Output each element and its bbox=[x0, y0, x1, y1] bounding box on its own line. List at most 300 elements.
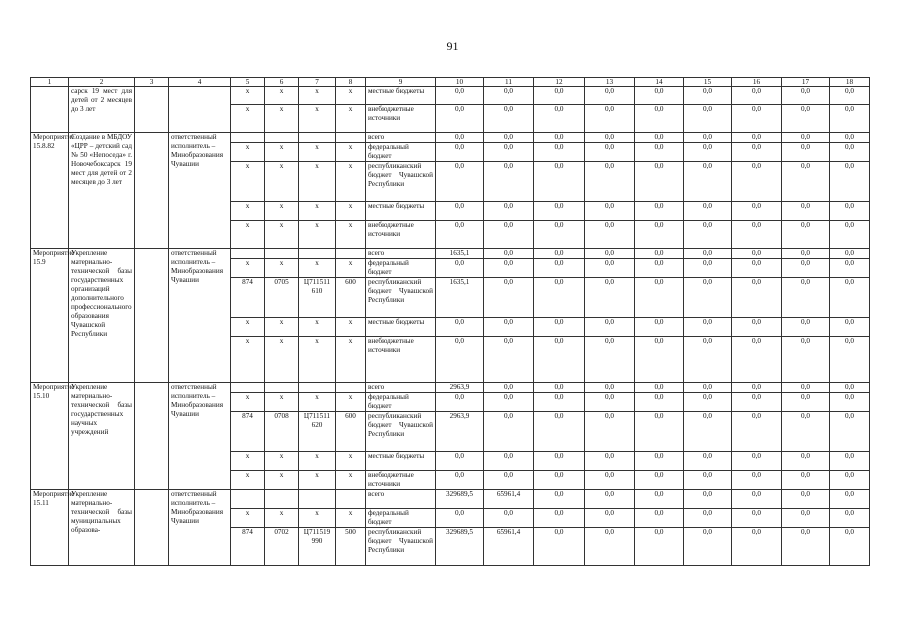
funding-source-cell: всего bbox=[366, 133, 436, 143]
value-cell-col12: 0,0 bbox=[534, 278, 585, 318]
funding-source-cell: республиканский бюджет Чувашской Республики bbox=[366, 412, 436, 452]
target-article-cell: x bbox=[299, 202, 336, 221]
value-cell-col14: 0,0 bbox=[635, 87, 684, 105]
grbs-code-cell: 874 bbox=[231, 278, 265, 318]
value-cell-col16: 0,0 bbox=[732, 278, 782, 318]
measure-id-cell: Мероприятие 15.10 bbox=[31, 383, 69, 490]
value-cell-col11: 0,0 bbox=[484, 471, 534, 490]
value-cell-col14: 0,0 bbox=[635, 528, 684, 566]
value-cell-col15: 0,0 bbox=[684, 259, 732, 278]
section-code-cell bbox=[265, 133, 299, 143]
grbs-code-cell: 874 bbox=[231, 412, 265, 452]
value-cell-col17: 0,0 bbox=[782, 318, 830, 337]
value-cell-col13: 0,0 bbox=[585, 87, 635, 105]
grbs-code-cell bbox=[231, 249, 265, 259]
value-cell-col16: 0,0 bbox=[732, 87, 782, 105]
expense-type-cell: 600 bbox=[336, 412, 366, 452]
value-cell-col13: 0,0 bbox=[585, 162, 635, 202]
header-cell-9: 9 bbox=[366, 78, 436, 87]
value-cell-col10: 0,0 bbox=[436, 105, 484, 133]
value-cell-col13: 0,0 bbox=[585, 509, 635, 528]
section-code-cell: 0708 bbox=[265, 412, 299, 452]
measure-id-cell: Мероприятие 15.11 bbox=[31, 490, 69, 566]
value-cell-col17: 0,0 bbox=[782, 383, 830, 393]
value-cell-col10: 329689,5 bbox=[436, 490, 484, 509]
section-code-cell: x bbox=[265, 259, 299, 278]
value-cell-col16: 0,0 bbox=[732, 105, 782, 133]
expense-type-cell bbox=[336, 383, 366, 393]
section-code-cell bbox=[265, 249, 299, 259]
value-cell-col13: 0,0 bbox=[585, 412, 635, 452]
value-cell-col15: 0,0 bbox=[684, 318, 732, 337]
value-cell-col12: 0,0 bbox=[534, 143, 585, 162]
expense-type-cell: 600 bbox=[336, 278, 366, 318]
value-cell-col14: 0,0 bbox=[635, 133, 684, 143]
grbs-code-cell: x bbox=[231, 143, 265, 162]
measure-id-cell: Мероприятие 15.9 bbox=[31, 249, 69, 383]
value-cell-col17: 0,0 bbox=[782, 393, 830, 412]
expense-type-cell: x bbox=[336, 221, 366, 249]
funding-source-cell: всего bbox=[366, 249, 436, 259]
value-cell-col18: 0,0 bbox=[830, 318, 870, 337]
value-cell-col10: 1635,1 bbox=[436, 249, 484, 259]
section-code-cell: 0702 bbox=[265, 528, 299, 566]
value-cell-col17: 0,0 bbox=[782, 471, 830, 490]
value-cell-col11: 0,0 bbox=[484, 278, 534, 318]
value-cell-col15: 0,0 bbox=[684, 452, 732, 471]
grbs-code-cell: x bbox=[231, 471, 265, 490]
expense-type-cell: x bbox=[336, 337, 366, 383]
funding-source-cell: республиканский бюджет Чувашской Республики bbox=[366, 162, 436, 202]
header-cell-13: 13 bbox=[585, 78, 635, 87]
value-cell-col10: 0,0 bbox=[436, 162, 484, 202]
target-article-cell bbox=[299, 490, 336, 509]
column-3-cell bbox=[135, 490, 169, 566]
value-cell-col15: 0,0 bbox=[684, 133, 732, 143]
funding-source-cell: республиканский бюджет Чувашской Республики bbox=[366, 528, 436, 566]
section-code-cell: x bbox=[265, 452, 299, 471]
value-cell-col18: 0,0 bbox=[830, 412, 870, 452]
header-row bbox=[31, 78, 870, 87]
expense-type-cell: x bbox=[336, 318, 366, 337]
funding-source-cell: местные бюджеты bbox=[366, 452, 436, 471]
value-cell-col12: 0,0 bbox=[534, 133, 585, 143]
page-number: 91 bbox=[446, 39, 459, 53]
value-cell-col18: 0,0 bbox=[830, 87, 870, 105]
header-cell-15: 15 bbox=[684, 78, 732, 87]
value-cell-col10: 1635,1 bbox=[436, 278, 484, 318]
value-cell-col17: 0,0 bbox=[782, 133, 830, 143]
value-cell-col10: 0,0 bbox=[436, 318, 484, 337]
executor-cell: ответственный исполнитель – Минобразования Чувашии bbox=[169, 490, 231, 566]
target-article-cell: x bbox=[299, 87, 336, 105]
value-cell-col12: 0,0 bbox=[534, 383, 585, 393]
target-article-cell: x bbox=[299, 337, 336, 383]
value-cell-col11: 0,0 bbox=[484, 412, 534, 452]
value-cell-col12: 0,0 bbox=[534, 249, 585, 259]
value-cell-col11: 0,0 bbox=[484, 318, 534, 337]
value-cell-col13: 0,0 bbox=[585, 259, 635, 278]
value-cell-col18: 0,0 bbox=[830, 337, 870, 383]
value-cell-col14: 0,0 bbox=[635, 143, 684, 162]
value-cell-col16: 0,0 bbox=[732, 412, 782, 452]
value-cell-col10: 329689,5 bbox=[436, 528, 484, 566]
value-cell-col13: 0,0 bbox=[585, 490, 635, 509]
value-cell-col10: 2963,9 bbox=[436, 383, 484, 393]
header-cell-17: 17 bbox=[782, 78, 830, 87]
value-cell-col16: 0,0 bbox=[732, 318, 782, 337]
expense-type-cell bbox=[336, 133, 366, 143]
funding-source-cell: всего bbox=[366, 490, 436, 509]
target-article-cell: x bbox=[299, 143, 336, 162]
value-cell-col10: 0,0 bbox=[436, 133, 484, 143]
executor-cell: ответственный исполнитель – Минобразования Чувашии bbox=[169, 383, 231, 490]
measure-name-cell: сарск 19 мест для детей от 2 месяцев до 3 лет bbox=[69, 87, 135, 133]
value-cell-col18: 0,0 bbox=[830, 202, 870, 221]
funding-source-cell: местные бюджеты bbox=[366, 318, 436, 337]
section-code-cell: x bbox=[265, 105, 299, 133]
value-cell-col12: 0,0 bbox=[534, 528, 585, 566]
target-article-cell bbox=[299, 133, 336, 143]
measure-name-cell: Укрепление материально-технической базы государственных организаций дополнительного профессионального образования Чувашской Республики bbox=[69, 249, 135, 383]
value-cell-col16: 0,0 bbox=[732, 528, 782, 566]
target-article-cell: x bbox=[299, 259, 336, 278]
funding-source-cell: федеральный бюджет bbox=[366, 143, 436, 162]
value-cell-col16: 0,0 bbox=[732, 383, 782, 393]
value-cell-col12: 0,0 bbox=[534, 337, 585, 383]
value-cell-col17: 0,0 bbox=[782, 528, 830, 566]
value-cell-col15: 0,0 bbox=[684, 528, 732, 566]
header-cell-6: 6 bbox=[265, 78, 299, 87]
value-cell-col16: 0,0 bbox=[732, 337, 782, 383]
value-cell-col11: 0,0 bbox=[484, 87, 534, 105]
value-cell-col11: 0,0 bbox=[484, 221, 534, 249]
section-code-cell: x bbox=[265, 143, 299, 162]
value-cell-col13: 0,0 bbox=[585, 383, 635, 393]
value-cell-col11: 0,0 bbox=[484, 202, 534, 221]
value-cell-col15: 0,0 bbox=[684, 412, 732, 452]
value-cell-col13: 0,0 bbox=[585, 318, 635, 337]
value-cell-col11: 0,0 bbox=[484, 105, 534, 133]
expense-type-cell: x bbox=[336, 143, 366, 162]
value-cell-col16: 0,0 bbox=[732, 490, 782, 509]
value-cell-col14: 0,0 bbox=[635, 393, 684, 412]
expense-type-cell: x bbox=[336, 202, 366, 221]
column-3-cell bbox=[135, 249, 169, 383]
value-cell-col15: 0,0 bbox=[684, 162, 732, 202]
value-cell-col13: 0,0 bbox=[585, 452, 635, 471]
value-cell-col17: 0,0 bbox=[782, 87, 830, 105]
funding-source-cell: федеральный бюджет bbox=[366, 259, 436, 278]
grbs-code-cell bbox=[231, 490, 265, 509]
executor-cell: ответственный исполнитель – Минобразования Чувашии bbox=[169, 249, 231, 383]
value-cell-col14: 0,0 bbox=[635, 221, 684, 249]
value-cell-col14: 0,0 bbox=[635, 490, 684, 509]
funding-source-cell: внебюджетные источники bbox=[366, 105, 436, 133]
value-cell-col13: 0,0 bbox=[585, 278, 635, 318]
expense-type-cell: x bbox=[336, 393, 366, 412]
header-cell-16: 16 bbox=[732, 78, 782, 87]
target-article-cell bbox=[299, 383, 336, 393]
value-cell-col17: 0,0 bbox=[782, 249, 830, 259]
funding-source-cell: всего bbox=[366, 383, 436, 393]
grbs-code-cell bbox=[231, 383, 265, 393]
value-cell-col14: 0,0 bbox=[635, 105, 684, 133]
value-cell-col18: 0,0 bbox=[830, 143, 870, 162]
value-cell-col15: 0,0 bbox=[684, 202, 732, 221]
value-cell-col17: 0,0 bbox=[782, 509, 830, 528]
grbs-code-cell: x bbox=[231, 337, 265, 383]
value-cell-col12: 0,0 bbox=[534, 259, 585, 278]
column-3-cell bbox=[135, 383, 169, 490]
value-cell-col12: 0,0 bbox=[534, 509, 585, 528]
value-cell-col10: 0,0 bbox=[436, 337, 484, 383]
value-cell-col17: 0,0 bbox=[782, 221, 830, 249]
table-row bbox=[31, 490, 870, 509]
grbs-code-cell: x bbox=[231, 202, 265, 221]
expense-type-cell: x bbox=[336, 471, 366, 490]
value-cell-col14: 0,0 bbox=[635, 259, 684, 278]
target-article-cell: x bbox=[299, 452, 336, 471]
header-cell-10: 10 bbox=[436, 78, 484, 87]
value-cell-col13: 0,0 bbox=[585, 528, 635, 566]
grbs-code-cell: x bbox=[231, 318, 265, 337]
expense-type-cell bbox=[336, 490, 366, 509]
value-cell-col18: 0,0 bbox=[830, 259, 870, 278]
value-cell-col18: 0,0 bbox=[830, 509, 870, 528]
value-cell-col14: 0,0 bbox=[635, 383, 684, 393]
value-cell-col11: 0,0 bbox=[484, 162, 534, 202]
value-cell-col11: 0,0 bbox=[484, 393, 534, 412]
measure-id-cell: Мероприятие 15.8.82 bbox=[31, 133, 69, 249]
value-cell-col11: 0,0 bbox=[484, 337, 534, 383]
section-code-cell: x bbox=[265, 162, 299, 202]
value-cell-col15: 0,0 bbox=[684, 471, 732, 490]
value-cell-col15: 0,0 bbox=[684, 490, 732, 509]
header-cell-14: 14 bbox=[635, 78, 684, 87]
funding-source-cell: федеральный бюджет bbox=[366, 393, 436, 412]
grbs-code-cell: x bbox=[231, 221, 265, 249]
value-cell-col12: 0,0 bbox=[534, 471, 585, 490]
measure-name-cell: Создание в МБДОУ «ЦРР – детский сад № 50 «Непоседа» г. Новочебоксарск 19 мест для детей от 2 месяцев до 3 лет bbox=[69, 133, 135, 249]
value-cell-col18: 0,0 bbox=[830, 452, 870, 471]
value-cell-col17: 0,0 bbox=[782, 202, 830, 221]
value-cell-col16: 0,0 bbox=[732, 509, 782, 528]
value-cell-col12: 0,0 bbox=[534, 87, 585, 105]
value-cell-col15: 0,0 bbox=[684, 105, 732, 133]
section-code-cell: x bbox=[265, 318, 299, 337]
expense-type-cell: x bbox=[336, 259, 366, 278]
expense-type-cell: x bbox=[336, 452, 366, 471]
expense-type-cell: x bbox=[336, 509, 366, 528]
value-cell-col15: 0,0 bbox=[684, 383, 732, 393]
funding-source-cell: местные бюджеты bbox=[366, 87, 436, 105]
value-cell-col13: 0,0 bbox=[585, 471, 635, 490]
expense-type-cell: 500 bbox=[336, 528, 366, 566]
value-cell-col18: 0,0 bbox=[830, 162, 870, 202]
section-code-cell bbox=[265, 490, 299, 509]
grbs-code-cell: x bbox=[231, 509, 265, 528]
value-cell-col17: 0,0 bbox=[782, 259, 830, 278]
section-code-cell: x bbox=[265, 471, 299, 490]
value-cell-col18: 0,0 bbox=[830, 278, 870, 318]
target-article-cell: x bbox=[299, 509, 336, 528]
value-cell-col11: 0,0 bbox=[484, 383, 534, 393]
value-cell-col12: 0,0 bbox=[534, 105, 585, 133]
value-cell-col16: 0,0 bbox=[732, 471, 782, 490]
value-cell-col13: 0,0 bbox=[585, 337, 635, 383]
value-cell-col15: 0,0 bbox=[684, 393, 732, 412]
value-cell-col12: 0,0 bbox=[534, 221, 585, 249]
value-cell-col13: 0,0 bbox=[585, 393, 635, 412]
value-cell-col10: 0,0 bbox=[436, 221, 484, 249]
value-cell-col16: 0,0 bbox=[732, 393, 782, 412]
value-cell-col11: 0,0 bbox=[484, 143, 534, 162]
value-cell-col14: 0,0 bbox=[635, 249, 684, 259]
value-cell-col17: 0,0 bbox=[782, 278, 830, 318]
table-row bbox=[31, 249, 870, 259]
value-cell-col12: 0,0 bbox=[534, 452, 585, 471]
value-cell-col11: 0,0 bbox=[484, 133, 534, 143]
funding-source-cell: внебюджетные источники bbox=[366, 337, 436, 383]
section-code-cell: x bbox=[265, 509, 299, 528]
grbs-code-cell: x bbox=[231, 393, 265, 412]
value-cell-col13: 0,0 bbox=[585, 133, 635, 143]
expense-type-cell: x bbox=[336, 105, 366, 133]
value-cell-col10: 0,0 bbox=[436, 259, 484, 278]
header-cell-4: 4 bbox=[169, 78, 231, 87]
expense-type-cell bbox=[336, 249, 366, 259]
value-cell-col16: 0,0 bbox=[732, 202, 782, 221]
grbs-code-cell: 874 bbox=[231, 528, 265, 566]
section-code-cell: x bbox=[265, 202, 299, 221]
target-article-cell: x bbox=[299, 393, 336, 412]
value-cell-col14: 0,0 bbox=[635, 337, 684, 383]
value-cell-col11: 0,0 bbox=[484, 452, 534, 471]
value-cell-col12: 0,0 bbox=[534, 412, 585, 452]
section-code-cell: 0705 bbox=[265, 278, 299, 318]
value-cell-col17: 0,0 bbox=[782, 412, 830, 452]
value-cell-col14: 0,0 bbox=[635, 202, 684, 221]
grbs-code-cell: x bbox=[231, 105, 265, 133]
target-article-cell: x bbox=[299, 318, 336, 337]
value-cell-col17: 0,0 bbox=[782, 490, 830, 509]
value-cell-col10: 0,0 bbox=[436, 452, 484, 471]
grbs-code-cell: x bbox=[231, 259, 265, 278]
table-row bbox=[31, 87, 870, 105]
value-cell-col16: 0,0 bbox=[732, 162, 782, 202]
value-cell-col10: 0,0 bbox=[436, 87, 484, 105]
value-cell-col14: 0,0 bbox=[635, 162, 684, 202]
value-cell-col13: 0,0 bbox=[585, 249, 635, 259]
value-cell-col15: 0,0 bbox=[684, 221, 732, 249]
value-cell-col15: 0,0 bbox=[684, 509, 732, 528]
value-cell-col12: 0,0 bbox=[534, 490, 585, 509]
header-cell-2: 2 bbox=[69, 78, 135, 87]
header-cell-12: 12 bbox=[534, 78, 585, 87]
value-cell-col17: 0,0 bbox=[782, 143, 830, 162]
value-cell-col17: 0,0 bbox=[782, 452, 830, 471]
expense-type-cell: x bbox=[336, 87, 366, 105]
value-cell-col13: 0,0 bbox=[585, 143, 635, 162]
value-cell-col18: 0,0 bbox=[830, 490, 870, 509]
table-row bbox=[31, 383, 870, 393]
value-cell-col17: 0,0 bbox=[782, 337, 830, 383]
header-cell-1: 1 bbox=[31, 78, 69, 87]
value-cell-col17: 0,0 bbox=[782, 162, 830, 202]
value-cell-col10: 0,0 bbox=[436, 509, 484, 528]
header-cell-7: 7 bbox=[299, 78, 336, 87]
value-cell-col18: 0,0 bbox=[830, 105, 870, 133]
grbs-code-cell bbox=[231, 133, 265, 143]
target-article-cell: Ц711511 610 bbox=[299, 278, 336, 318]
table-row bbox=[31, 133, 870, 143]
executor-cell bbox=[169, 87, 231, 133]
value-cell-col11: 0,0 bbox=[484, 259, 534, 278]
target-article-cell: Ц711519 990 bbox=[299, 528, 336, 566]
value-cell-col15: 0,0 bbox=[684, 249, 732, 259]
section-code-cell: x bbox=[265, 337, 299, 383]
funding-source-cell: внебюджетные источники bbox=[366, 221, 436, 249]
value-cell-col14: 0,0 bbox=[635, 318, 684, 337]
value-cell-col18: 0,0 bbox=[830, 471, 870, 490]
value-cell-col15: 0,0 bbox=[684, 278, 732, 318]
header-cell-3: 3 bbox=[135, 78, 169, 87]
value-cell-col15: 0,0 bbox=[684, 337, 732, 383]
target-article-cell: x bbox=[299, 105, 336, 133]
value-cell-col16: 0,0 bbox=[732, 143, 782, 162]
value-cell-col15: 0,0 bbox=[684, 87, 732, 105]
header-cell-18: 18 bbox=[830, 78, 870, 87]
value-cell-col11: 65961,4 bbox=[484, 528, 534, 566]
section-code-cell bbox=[265, 383, 299, 393]
value-cell-col10: 2963,9 bbox=[436, 412, 484, 452]
funding-source-cell: федеральный бюджет bbox=[366, 509, 436, 528]
value-cell-col14: 0,0 bbox=[635, 412, 684, 452]
target-article-cell: x bbox=[299, 221, 336, 249]
value-cell-col13: 0,0 bbox=[585, 105, 635, 133]
value-cell-col16: 0,0 bbox=[732, 249, 782, 259]
value-cell-col12: 0,0 bbox=[534, 162, 585, 202]
value-cell-col10: 0,0 bbox=[436, 471, 484, 490]
value-cell-col13: 0,0 bbox=[585, 202, 635, 221]
value-cell-col16: 0,0 bbox=[732, 133, 782, 143]
value-cell-col17: 0,0 bbox=[782, 105, 830, 133]
value-cell-col18: 0,0 bbox=[830, 249, 870, 259]
value-cell-col16: 0,0 bbox=[732, 452, 782, 471]
value-cell-col18: 0,0 bbox=[830, 133, 870, 143]
value-cell-col10: 0,0 bbox=[436, 143, 484, 162]
value-cell-col18: 0,0 bbox=[830, 393, 870, 412]
grbs-code-cell: x bbox=[231, 87, 265, 105]
column-3-cell bbox=[135, 87, 169, 133]
value-cell-col13: 0,0 bbox=[585, 221, 635, 249]
section-code-cell: x bbox=[265, 87, 299, 105]
grbs-code-cell: x bbox=[231, 452, 265, 471]
value-cell-col10: 0,0 bbox=[436, 393, 484, 412]
value-cell-col14: 0,0 bbox=[635, 452, 684, 471]
value-cell-col10: 0,0 bbox=[436, 202, 484, 221]
target-article-cell: x bbox=[299, 471, 336, 490]
funding-source-cell: внебюджетные источники bbox=[366, 471, 436, 490]
value-cell-col11: 0,0 bbox=[484, 249, 534, 259]
value-cell-col16: 0,0 bbox=[732, 221, 782, 249]
value-cell-col18: 0,0 bbox=[830, 383, 870, 393]
section-code-cell: x bbox=[265, 393, 299, 412]
value-cell-col12: 0,0 bbox=[534, 318, 585, 337]
value-cell-col16: 0,0 bbox=[732, 259, 782, 278]
column-3-cell bbox=[135, 133, 169, 249]
